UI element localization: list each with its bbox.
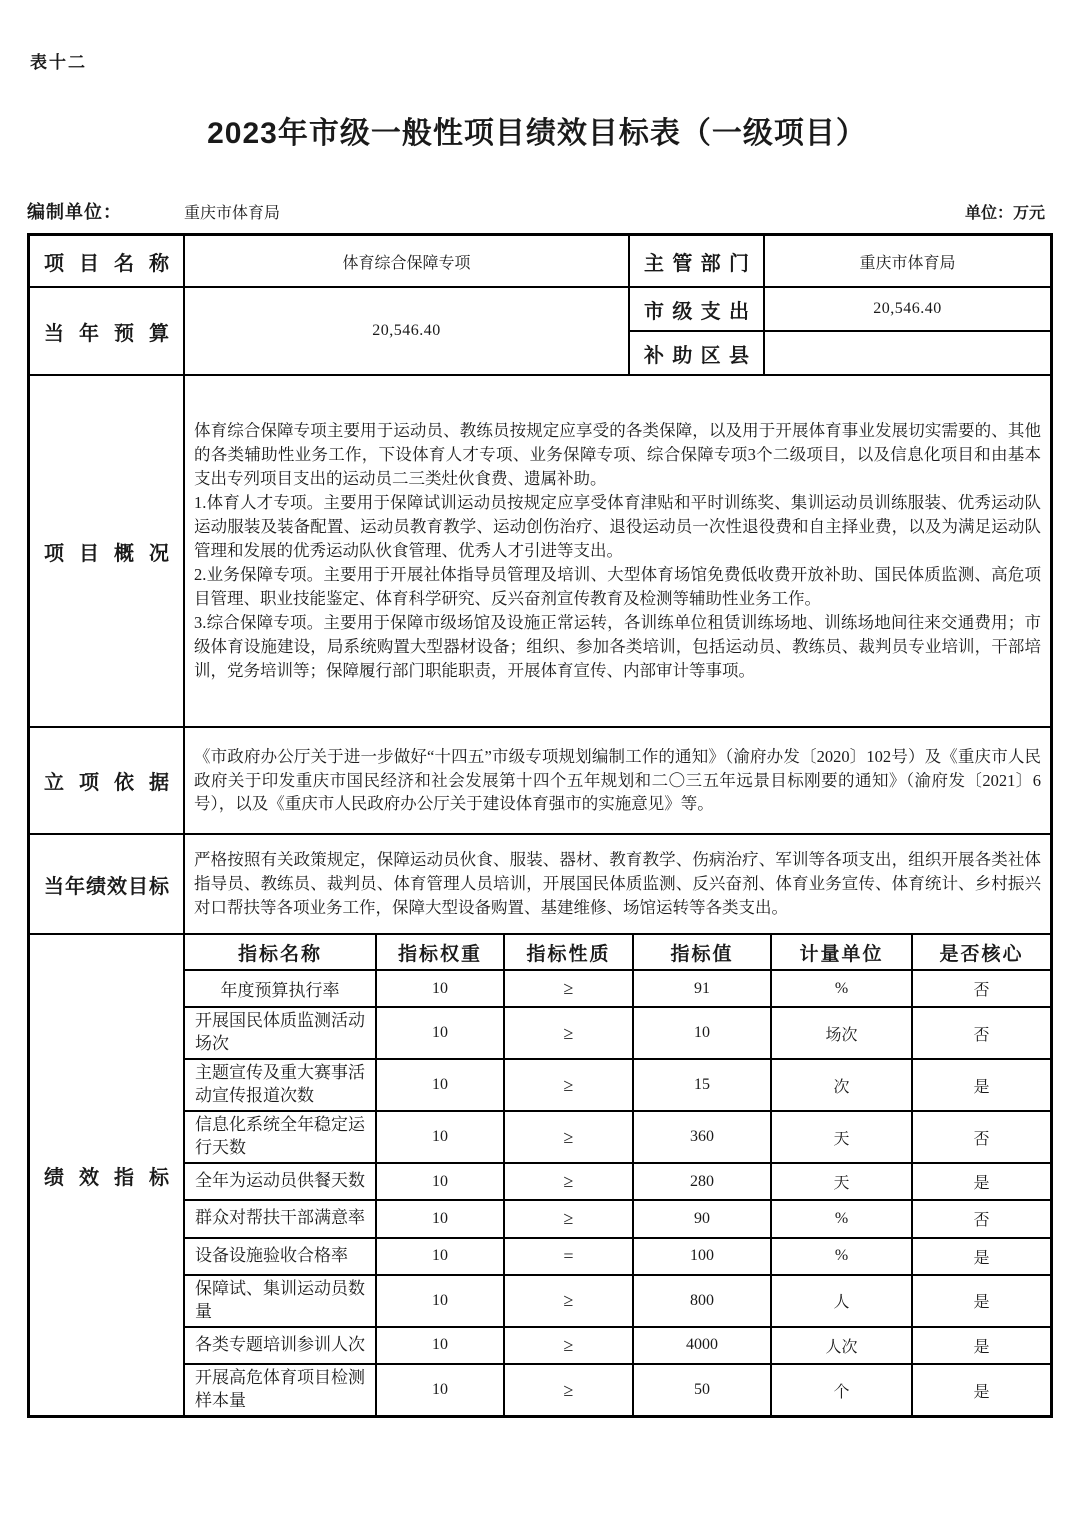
indicator-weight: 10 xyxy=(375,1201,503,1236)
indicator-unit: 人 xyxy=(770,1276,911,1326)
indicator-name: 开展国民体质监测活动场次 xyxy=(195,1011,365,1054)
city-expense-label: 市级支出 xyxy=(628,288,763,330)
annual-goal-paragraph: 严格按照有关政策规定，保障运动员伙食、服装、器材、教育教学、伤病治疗、军训等各项支出，组织开展各类社体指导员、教练员、裁判员、体育管理人员培训，开展国民体质监测、反兴奋剂、体育业务宣传、体育统计、乡村振兴对口帮扶等各项业务工作，保障大型设备购置、基建维修、场馆运转等各类支出。 xyxy=(194,850,1041,917)
indicator-value: 100 xyxy=(632,1239,770,1274)
indicator-unit: 个 xyxy=(770,1365,911,1415)
indicator-row xyxy=(185,1006,1050,1058)
basis-label: 立项依据 xyxy=(44,772,169,794)
indicator-nature: ≥ xyxy=(503,1365,632,1415)
overview-text xyxy=(183,376,1050,726)
indicator-unit: 天 xyxy=(770,1164,911,1199)
budget-breakdown xyxy=(628,288,1050,374)
dept-value: 重庆市体育局 xyxy=(763,236,1050,286)
indicator-value: 50 xyxy=(632,1365,770,1415)
basis-text xyxy=(183,728,1050,833)
overview-paragraph: 体育综合保障专项主要用于运动员、教练员按规定应享受的各类保障，以及用于开展体育事业发展切实需要的、其他的各类辅助性业务工作，下设体育人才专项、业务保障专项、综合保障专项3个二级项目，以及信息化项目和由基本支出专列项目支出的运动员二三类灶伙食费、遗属补助。 xyxy=(194,421,1041,489)
indicator-row xyxy=(185,1058,1050,1110)
indicator-nature: ≥ xyxy=(503,1276,632,1326)
overview-label: 项目概况 xyxy=(44,542,169,565)
row-project-name xyxy=(30,236,1050,286)
indicator-unit: % xyxy=(770,1201,911,1236)
overview-paragraph: 3.综合保障专项。主要用于保障市级场馆及设施正常运转，各训练单位租赁训练场地、训练场地间往来交通费用；市级体育设施建设，局系统购置大型器材设备；组织、参加各类培训，包括运动员、教练员、裁判员专业培训，干部培训，党务培训等；保障履行部门职能职责，开展体育宣传、内部审计等事项。 xyxy=(194,612,1041,680)
budget-label: 当年预算 xyxy=(44,322,169,345)
overview-paragraph: 2.业务保障专项。主要用于开展社体指导员管理及培训、大型体育场馆免费低收费开放补助、国民体质监测、高危项目管理、职业技能鉴定、体育科学研究、反兴奋剂宣传教育及检测等辅助性业务工作。 xyxy=(194,564,1041,608)
indicator-name: 年度预算执行率 xyxy=(220,981,340,1001)
indicator-row xyxy=(185,1363,1050,1415)
indicator-weight: 10 xyxy=(375,1276,503,1326)
indicator-value: 280 xyxy=(632,1164,770,1199)
indicator-row xyxy=(185,1274,1050,1326)
meta-row xyxy=(27,198,1047,224)
header-indicator-unit: 计量单位 xyxy=(770,935,911,969)
indicator-core: 否 xyxy=(911,971,1050,1006)
header-indicator-name: 指标名称 xyxy=(237,943,322,965)
indicator-nature: ≥ xyxy=(503,971,632,1006)
page-title: 2023年市级一般性项目绩效目标表（一级项目） xyxy=(207,117,867,150)
indicator-nature: ≥ xyxy=(503,1060,632,1110)
indicator-core: 是 xyxy=(911,1365,1050,1415)
row-indicators xyxy=(30,933,1050,1415)
indicator-core: 是 xyxy=(911,1060,1050,1110)
indicator-nature: ≥ xyxy=(503,1328,632,1363)
indicator-value: 800 xyxy=(632,1276,770,1326)
prepared-by-label: 编制单位： xyxy=(27,202,122,222)
indicator-unit: 次 xyxy=(770,1060,911,1110)
indicator-unit: 天 xyxy=(770,1112,911,1162)
indicator-core: 否 xyxy=(911,1112,1050,1162)
indicator-value: 360 xyxy=(632,1112,770,1162)
overview-paragraph: 1.体育人才专项。主要用于保障试训运动员按规定应享受体育津贴和平时训练奖、集训运动员训练服装、优秀运动队运动服装及装备配置、运动员教育教学、运动创伤治疗、退役运动员一次性退役费和自主择业费，以及为满足运动队管理和发展的优秀运动队伙食管理、优秀人才引进等支出。 xyxy=(194,493,1041,561)
unit-note: 单位：万元 xyxy=(964,205,1045,222)
budget-value: 20,546.40 xyxy=(183,288,628,374)
project-name-value: 体育综合保障专项 xyxy=(183,236,628,286)
indicator-row xyxy=(185,1326,1050,1363)
prepared-by-value: 重庆市体育局 xyxy=(184,205,281,222)
indicator-name: 设备设施验收合格率 xyxy=(195,1245,348,1265)
city-expense-value: 20,546.40 xyxy=(763,288,1050,330)
indicator-nature: ≥ xyxy=(503,1008,632,1058)
indicator-name: 全年为运动员供餐天数 xyxy=(195,1171,365,1191)
table-number-tag: 表十二 xyxy=(30,53,87,72)
subsidy-label: 补助区县 xyxy=(628,332,763,374)
row-annual-goal xyxy=(30,833,1050,933)
indicator-weight: 10 xyxy=(375,1164,503,1199)
indicator-weight: 10 xyxy=(375,1328,503,1363)
subsidy-value xyxy=(763,332,1050,374)
dept-label: 主管部门 xyxy=(628,236,763,286)
indicator-value: 4000 xyxy=(632,1328,770,1363)
indicator-nature: ≥ xyxy=(503,1112,632,1162)
indicator-row xyxy=(185,1237,1050,1274)
row-overview xyxy=(30,374,1050,726)
indicator-value: 91 xyxy=(632,971,770,1006)
indicator-core: 是 xyxy=(911,1276,1050,1326)
indicator-header-row xyxy=(185,935,1050,969)
indicator-value: 15 xyxy=(632,1060,770,1110)
header-indicator-weight: 指标权重 xyxy=(375,935,503,969)
indicator-core: 是 xyxy=(911,1164,1050,1199)
indicator-core: 否 xyxy=(911,1008,1050,1058)
header-indicator-nature: 指标性质 xyxy=(503,935,632,969)
indicator-nature: ≥ xyxy=(503,1201,632,1236)
annual-goal-label: 当年绩效目标 xyxy=(44,875,169,898)
indicator-row xyxy=(185,1199,1050,1236)
indicator-name: 群众对帮扶干部满意率 xyxy=(195,1208,365,1228)
indicator-name: 信息化系统全年稳定运行天数 xyxy=(195,1115,365,1158)
indicator-name: 各类专题培训参训人次 xyxy=(195,1335,365,1354)
indicator-row xyxy=(185,1162,1050,1199)
indicator-core: 是 xyxy=(911,1239,1050,1274)
indicator-name: 开展高危体育项目检测样本量 xyxy=(195,1368,365,1411)
row-basis xyxy=(30,726,1050,833)
indicator-weight: 10 xyxy=(375,1365,503,1415)
indicator-weight: 10 xyxy=(375,1239,503,1274)
indicator-weight: 10 xyxy=(375,1008,503,1058)
indicator-nature: = xyxy=(503,1239,632,1274)
indicator-unit: % xyxy=(770,1239,911,1274)
indicator-weight: 10 xyxy=(375,971,503,1006)
indicator-value: 90 xyxy=(632,1201,770,1236)
basis-paragraph: 《市政府办公厅关于进一步做好“十四五”市级专项规划编制工作的通知》（渝府办发〔2020〕102号）及《重庆市人民政府关于印发重庆市国民经济和社会发展第十四个五年规划和二〇三五年远景目标刚要的通知》（渝府发〔2021〕6号），以及《重庆市人民政府办公厅关于建设体育强市的实施意见》等。 xyxy=(194,746,1041,814)
indicator-row xyxy=(185,969,1050,1006)
indicator-value: 10 xyxy=(632,1008,770,1058)
indicator-core: 否 xyxy=(911,1201,1050,1236)
indicator-weight: 10 xyxy=(375,1112,503,1162)
header-indicator-value: 指标值 xyxy=(632,935,770,969)
indicators-label: 绩效指标 xyxy=(44,1166,169,1189)
project-name-label: 项目名称 xyxy=(44,252,169,275)
header-indicator-core: 是否核心 xyxy=(911,935,1050,969)
indicator-table xyxy=(183,935,1050,1415)
indicator-nature: ≥ xyxy=(503,1164,632,1199)
indicator-unit: 人次 xyxy=(770,1328,911,1363)
indicator-unit: 场次 xyxy=(770,1008,911,1058)
row-budget xyxy=(30,286,1050,374)
indicator-weight: 10 xyxy=(375,1060,503,1110)
subsidy-row xyxy=(628,330,1050,374)
indicator-unit: % xyxy=(770,971,911,1006)
indicator-name: 主题宣传及重大赛事活动宣传报道次数 xyxy=(195,1063,365,1106)
indicator-row xyxy=(185,1110,1050,1162)
indicator-core: 是 xyxy=(911,1328,1050,1363)
main-table xyxy=(27,233,1053,1418)
indicator-name: 保障试、集训运动员数量 xyxy=(195,1278,365,1321)
city-expense-row xyxy=(628,288,1050,330)
annual-goal-text xyxy=(183,835,1050,933)
